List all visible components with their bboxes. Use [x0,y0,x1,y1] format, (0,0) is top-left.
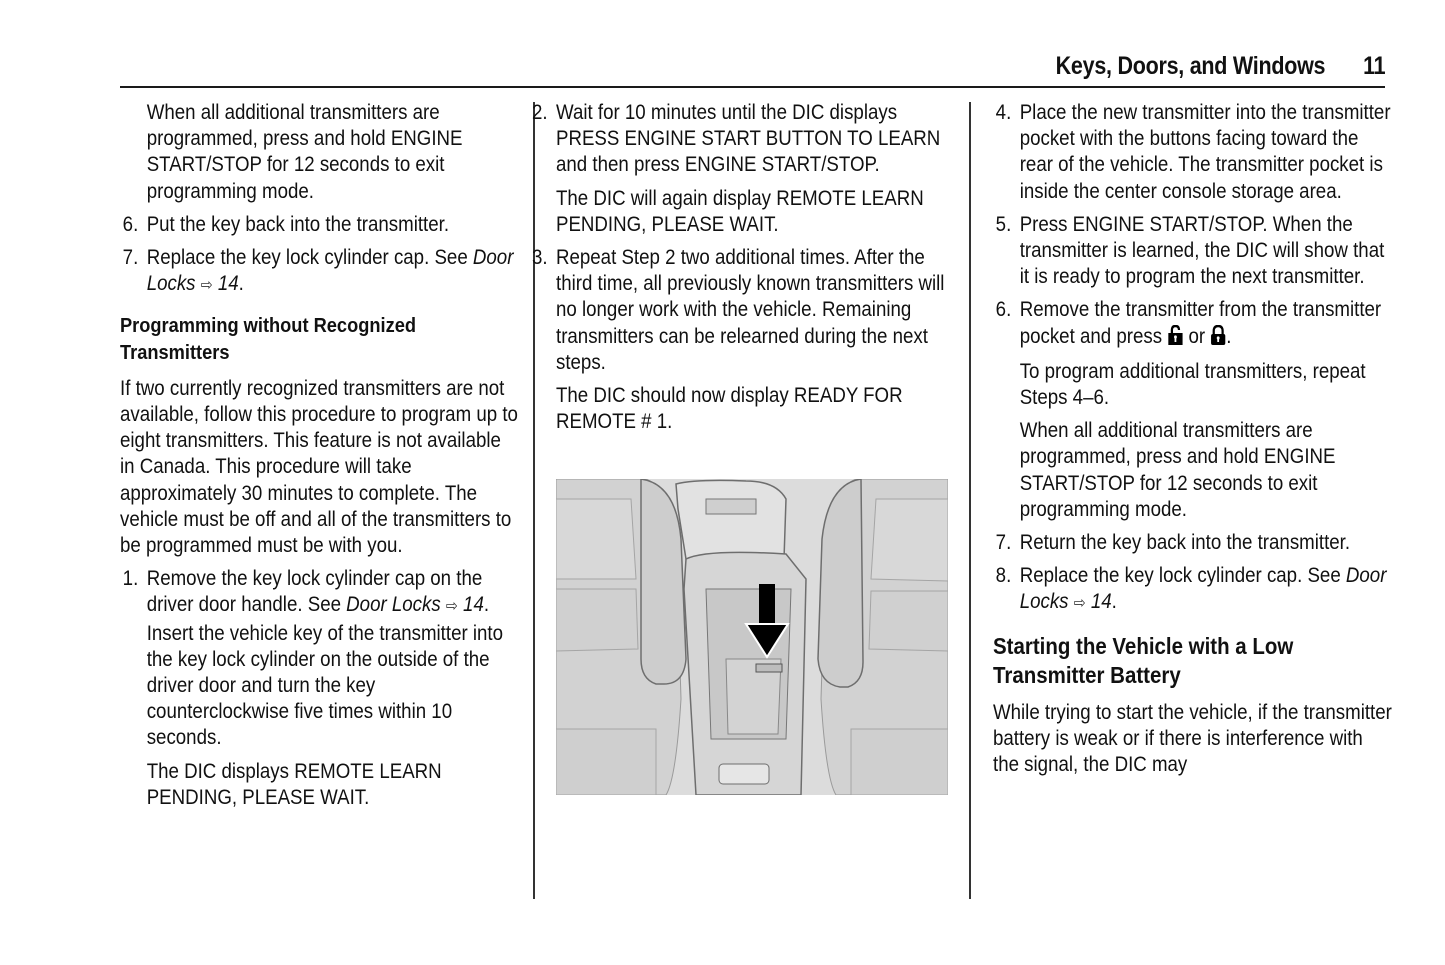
subheading: Programming without Recognized Transmitters [120,314,416,364]
step-number: 8. [995,564,1012,588]
step-item [993,212,1394,291]
step-number: 6. [122,212,139,236]
step-number: 7. [995,531,1012,555]
step-text: Put the key back into the transmitter. [146,212,450,236]
column-3 [993,100,1393,785]
step-note: When all additional transmitters are programmed, press and hold ENGINE START/STOP for 12 seconds to exit programming mode. [1019,419,1336,521]
step-number: 7. [122,246,139,270]
step-note: The DIC will again display REMOTE LEARN PENDING, PLEASE WAIT. [556,186,924,236]
step-number: 3. [531,246,548,270]
step-item: 6. Remove the transmitter from the transmitter pocket and press or . [993,297,1394,351]
xref-arrow-icon: ⇨ [1073,595,1086,613]
unlock-icon [1167,325,1183,352]
step-item [993,100,1394,205]
xref-link[interactable]: Door Locks ⇨ 14 [346,593,484,617]
xref-arrow-icon: ⇨ [445,598,458,616]
step-text-cont: . Insert the vehicle key of the transmitter into the key lock cylinder on the outside of the driver door and turn the key counterclockwise five times within 10 seconds. [146,593,504,750]
step-text: Return the key back into the transmitter. [1019,531,1351,555]
step-text: Replace the key lock cylinder cap. See [146,246,473,270]
step-text: Wait for 10 minutes until the DIC displays PRESS ENGINE START BUTTON TO LEARN and then press ENGINE START/STOP. [556,101,941,177]
header-rule [120,86,1385,88]
step-item: 7. Replace the key lock cylinder cap. See Door Locks ⇨ 14. [120,245,521,299]
column-divider [969,102,971,899]
step-item: 8. Replace the key lock cylinder cap. See Door Locks ⇨ 14. [993,563,1394,617]
step-note: To program additional transmitters, repeat Steps 4–6. [1019,359,1366,410]
page-number: 11 [1362,52,1385,80]
step-item [529,245,956,376]
step-item [993,530,1394,556]
step-note: The DIC displays REMOTE LEARN PENDING, PLEASE WAIT. [146,759,442,809]
step-number: 5. [995,212,1012,236]
column-divider [533,102,535,899]
xref-arrow-icon: ⇨ [200,277,213,295]
body-paragraph: While trying to start the vehicle, if the transmitter battery is weak or if there is interference with the signal, the DIC may [993,700,1392,777]
section-title: Keys, Doors, and Windows [1055,52,1325,80]
step-number: 4. [995,101,1012,124]
xref-link[interactable]: Door Locks ⇨ 14 [1019,564,1387,614]
step-text: Remove the transmitter from the transmitter pocket and press [1019,298,1382,348]
step-text: Place the new transmitter into the transmitter pocket with the buttons facing toward the rear of the vehicle. The transmitter pocket is inside the center console storage area. [1019,101,1391,203]
column-1 [120,100,520,818]
step-text: Replace the key lock cylinder cap. See [1019,564,1346,588]
step-item [120,212,521,238]
step-item [120,566,521,751]
step-note: The DIC should now display READY FOR REMOTE # 1. [556,384,903,434]
lock-icon [1210,325,1226,352]
step-text: Remove the key lock cylinder cap on the driver door handle. See [146,567,483,617]
intro-paragraph: If two currently recognized transmitters are not available, follow this procedure to program up to eight transmitters. This feature is not available in Canada. This procedure will take approximately 30 minutes to complete. The vehicle must be off and all of the transmitters to be programmed must be with you. [120,376,518,558]
running-head [1055,52,1385,81]
step-text: Repeat Step 2 two additional times. After the third time, all previously known transmitters will no longer work with the vehicle. Remaining transmitters can be relearned during the next steps. [556,246,945,374]
step-item [529,100,956,179]
section-heading: Starting the Vehicle with a Low Transmitter Battery [993,632,1294,688]
step-number: 1. [122,567,139,591]
column-2 [531,100,956,442]
xref-link[interactable]: Door Locks ⇨ 14 [146,246,514,296]
step-number: 2. [531,101,548,124]
step-text: Press ENGINE START/STOP. When the transmitter is learned, the DIC will show that it is ready to program the next transmitter. [1019,212,1385,289]
step-number: 6. [995,298,1012,322]
continuation-paragraph: When all additional transmitters are programmed, press and hold ENGINE START/STOP for 12 seconds to exit programming mode. [146,101,463,203]
console-figure [556,479,948,795]
